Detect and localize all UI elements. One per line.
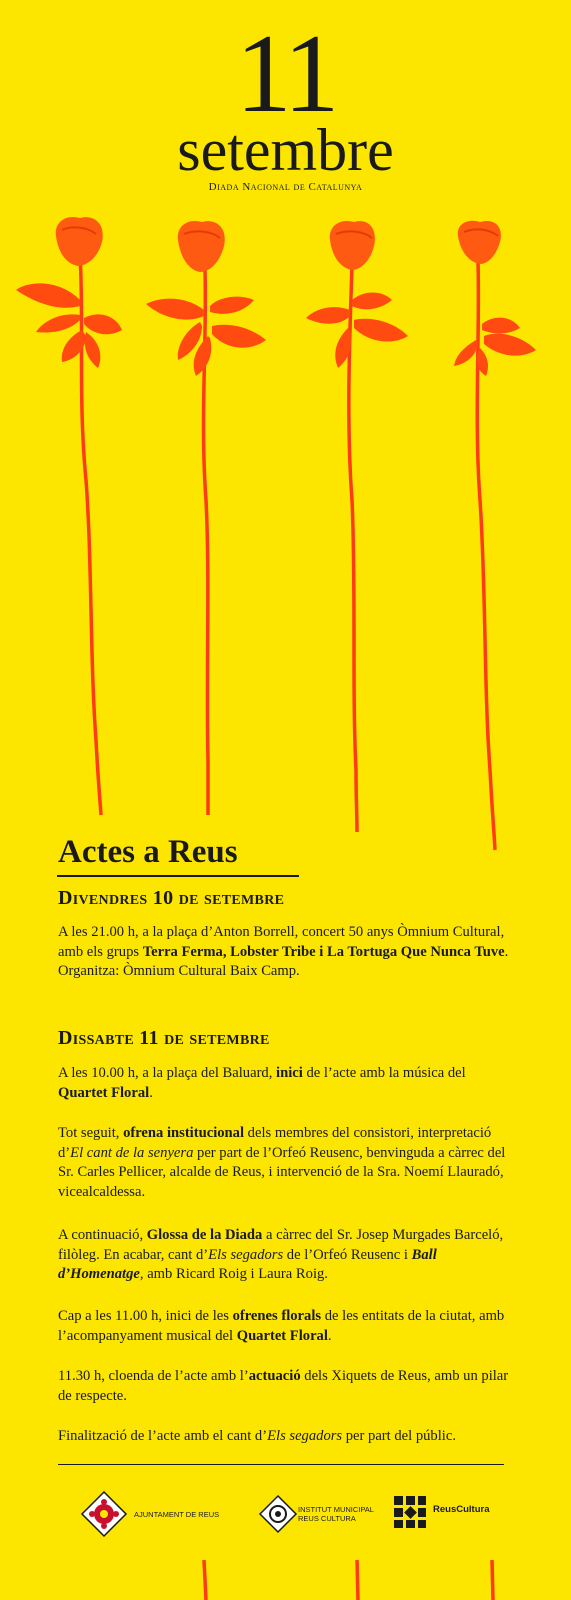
friday-paragraph: A les 21.00 h, a la plaça d’Anton Borrell, concert 50 anys Òmnium Cultural, amb els grups Terra Ferma, Lobster Tribe i La Tortuga Que Nunca Tuve. Organitza: Òmnium Cultural Baix Camp. xyxy=(58,924,509,979)
saturday-paragraph-2: Tot seguit, ofrena institucional dels membres del consistori, interpretació d’El cant de la senyera per part de l’Orfeó Reusenc, benvinguda a càrrec del Sr. Carles Pellicer, alcalde de Reus, i intervenció de la Sra. Noemí Llauradó, vicealcaldessa. xyxy=(58,1125,506,1200)
bottom-stems xyxy=(204,1560,493,1600)
friday-heading: Divendres 10 de setembre xyxy=(58,887,285,909)
rose-4 xyxy=(454,221,536,850)
saturday-paragraph-5: 11.30 h, cloenda de l’acte amb l’actuació dels Xiquets de Reus, amb un pilar de respecte. xyxy=(58,1368,509,1404)
rose-3 xyxy=(306,221,408,832)
footer-divider xyxy=(58,1464,504,1465)
institut-municipal-line-2: REUS CULTURA xyxy=(298,1514,356,1523)
ajuntament-reus-shield-icon xyxy=(80,1490,128,1538)
saturday-paragraph-4: Cap a les 11.00 h, inici de les ofrenes florals de les entitats de la ciutat, amb l’acompanyament musical del Quartet Floral. xyxy=(58,1308,505,1344)
reus-cultura-label: ReusCultura xyxy=(433,1504,490,1515)
date-day: 11 xyxy=(235,12,336,136)
rose-2 xyxy=(146,221,266,815)
date-month: setembre xyxy=(177,117,394,183)
saturday-paragraph-3: A continuació, Glossa de la Diada a càrrec del Sr. Josep Murgades Barceló, filòleg. En acabar, cant d’Els segadors de l’Orfeó Reusenc i Ball d’Homenatge, amb Ricard Roig i Laura Roig. xyxy=(58,1227,504,1282)
rose-1 xyxy=(16,217,122,815)
ajuntament-reus-label: AJUNTAMENT DE REUS xyxy=(134,1510,220,1519)
section-underline xyxy=(57,875,299,877)
institut-municipal-label xyxy=(298,1505,374,1523)
institut-municipal-emblem-icon xyxy=(258,1494,298,1534)
saturday-paragraph-1: A les 10.00 h, a la plaça del Baluard, inici de l’acte amb la música del Quartet Floral. xyxy=(58,1065,466,1101)
subtitle: Diada Nacional de Catalunya xyxy=(208,181,363,193)
reus-cultura-logo-icon xyxy=(392,1494,428,1530)
saturday-paragraph-6: Finalització de l’acte amb el cant d’Els segadors per part del públic. xyxy=(58,1428,456,1444)
section-title: Actes a Reus xyxy=(58,834,238,870)
institut-municipal-line-1: INSTITUT MUNICIPAL xyxy=(298,1505,374,1514)
saturday-heading: Dissabte 11 de setembre xyxy=(58,1027,270,1049)
